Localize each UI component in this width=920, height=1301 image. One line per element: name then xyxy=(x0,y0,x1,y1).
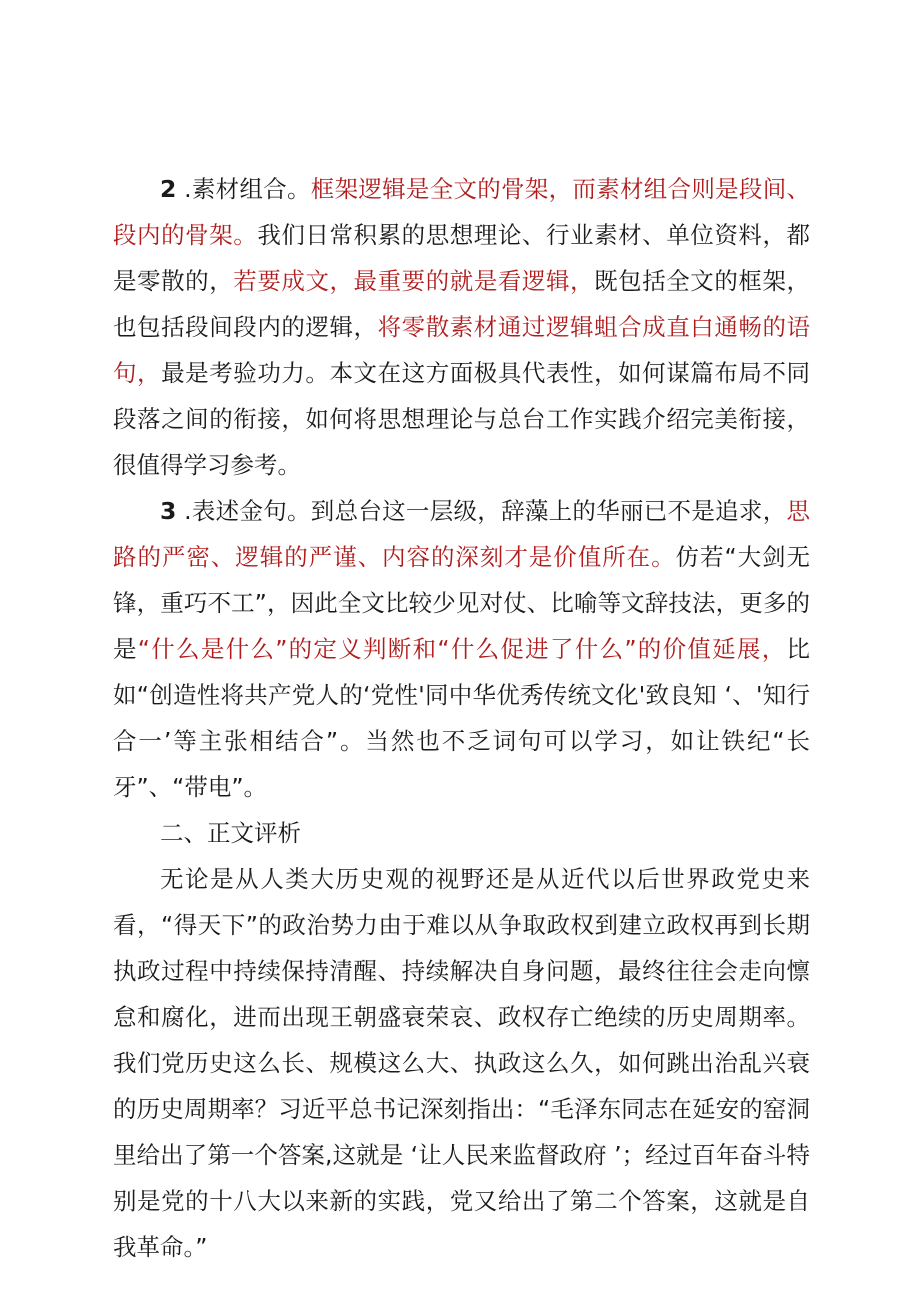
text-segment: 仿若“大剑无锋，重巧不工”，因此全文比较少见对仗、比喻等文辞技法，更多的是 xyxy=(113,543,810,663)
text-segment: 无论是从人类大历史观的视野还是从近代以后世界政党史来看，“得天下”的政治势力由于难以从争取政权到建立政权再到长期执政过程中持续保持清醒、持续解决自身问题，最终往往会走向懔怠和腐化，进而出现王朝盛衰荣哀、政权存亡绝续的历史周期率。我们党历史这么长、规模这么大、执政这么久，如何跳出治乱兴衰的历史周期率？习近平总书记深刻指出：“毛泽东同志在延安的窑洞里给出了第一个答案,这就是 ‘让人民来监督政府 ’；经过百年奋斗特别是党的十八大以来新的实践，党又给出了第二个答案，这就是自我革命。” xyxy=(113,865,810,1261)
highlight-segment: “什么是什么”的定义判断和“什么促进了什么”的价值延展， xyxy=(137,635,787,663)
text-segment: 最是考验功力。本文在这方面极具代表性，如何谋篇布局不同段落之间的衔接，如何将思想理论与总台工作实践介绍完美衔接，很值得学习参考。 xyxy=(113,359,811,479)
text-segment: .表述金句。到总台这一层级，辞藻上的华丽已不是追求， xyxy=(176,497,787,525)
highlight-segment: 若要成文，最重要的就是看逻辑， xyxy=(233,267,595,295)
section-number: 2 xyxy=(160,175,177,203)
highlight-segment: 框架逻辑是全文的骨架，而素材组合则是段间、段内的骨架。 xyxy=(113,175,810,249)
highlight-segment: 思路的严密、逻辑的严谨、内容的深刻才是价值所在。 xyxy=(113,497,810,571)
paragraph-body-analysis xyxy=(113,856,810,1270)
document-body xyxy=(113,166,810,1270)
text-segment: 比如“创造性将共产党人的‘党性'同中华优秀传统文化'致良知 ‘、'知行合一’等主张相结合”。当然也不乏词句可以学习，如让铁纪“长牙”、“带电”。 xyxy=(113,635,811,801)
section-number: 3 xyxy=(160,497,177,525)
paragraph-material-combination xyxy=(113,166,810,488)
text-segment: 既包括全文的框架，也包括段间段内的逻辑， xyxy=(113,267,811,341)
highlight-segment: 将零散素材通过逻辑蛆合成直白通畅的语句， xyxy=(113,313,811,387)
text-segment: .素材组合。 xyxy=(176,175,311,203)
heading-text: 二、正文评析 xyxy=(160,819,301,847)
section-heading xyxy=(113,810,810,856)
paragraph-golden-sentences xyxy=(113,488,810,810)
text-segment: 我们日常积累的思想理论、行业素材、单位资料，都是零散的， xyxy=(113,221,811,295)
